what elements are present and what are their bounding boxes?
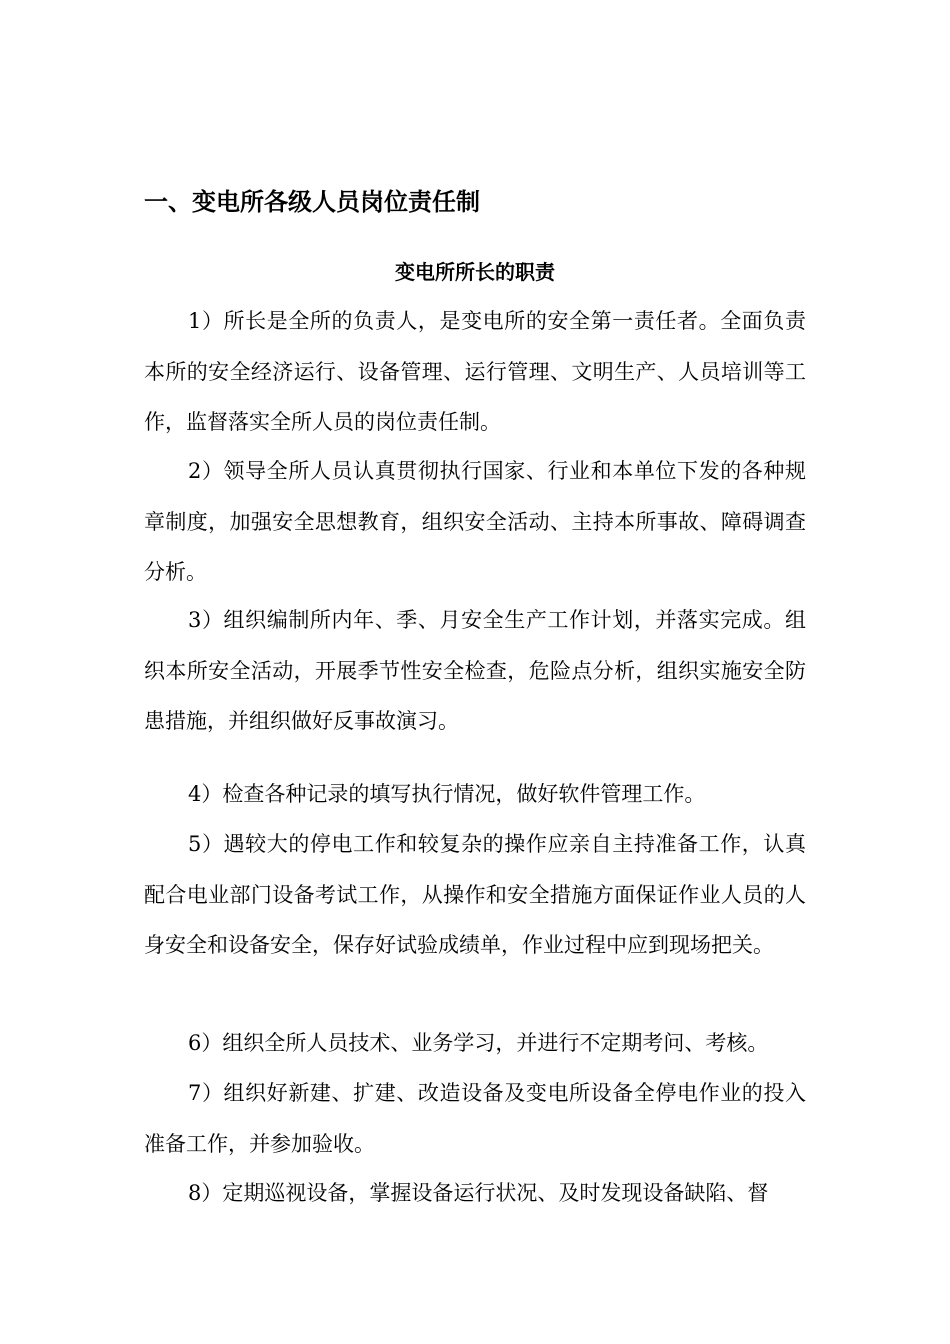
sub-heading: 变电所所长的职责 — [395, 260, 555, 284]
section-heading: 一、变电所各级人员岗位责任制 — [144, 188, 480, 216]
paragraph-4: 4）检查各种记录的填写执行情况，做好软件管理工作。 — [188, 782, 706, 806]
paragraph-6: 6）组织全所人员技术、业务学习，并进行不定期考问、考核。 — [188, 1031, 769, 1055]
paragraph-8: 8）定期巡视设备，掌握设备运行状况、及时发现设备缺陷、督 — [188, 1181, 769, 1205]
paragraph-5: 5）遇较大的停电工作和较复杂的操作应亲自主持准备工作，认真配合电业部门设备考试工作，从操作和安全措施方面保证作业人员的人身安全和设备安全，保存好试验成绩单，作业过程中应到现场把关。 — [144, 832, 806, 957]
paragraph-7: 7）组织好新建、扩建、改造设备及变电所设备全停电作业的投入准备工作，并参加验收。 — [144, 1081, 806, 1156]
paragraph-1: 1）所长是全所的负责人，是变电所的安全第一责任者。全面负责本所的安全经济运行、设备管理、运行管理、文明生产、人员培训等工作，监督落实全所人员的岗位责任制。 — [144, 309, 806, 434]
paragraph-3: 3）组织编制所内年、季、月安全生产工作计划，并落实完成。组织本所安全活动，开展季节性安全检查，危险点分析，组织实施安全防患措施，并组织做好反事故演习。 — [144, 608, 806, 733]
paragraph-2: 2）领导全所人员认真贯彻执行国家、行业和本单位下发的各种规章制度，加强安全思想教育，组织安全活动、主持本所事故、障碍调查分析。 — [144, 459, 806, 584]
